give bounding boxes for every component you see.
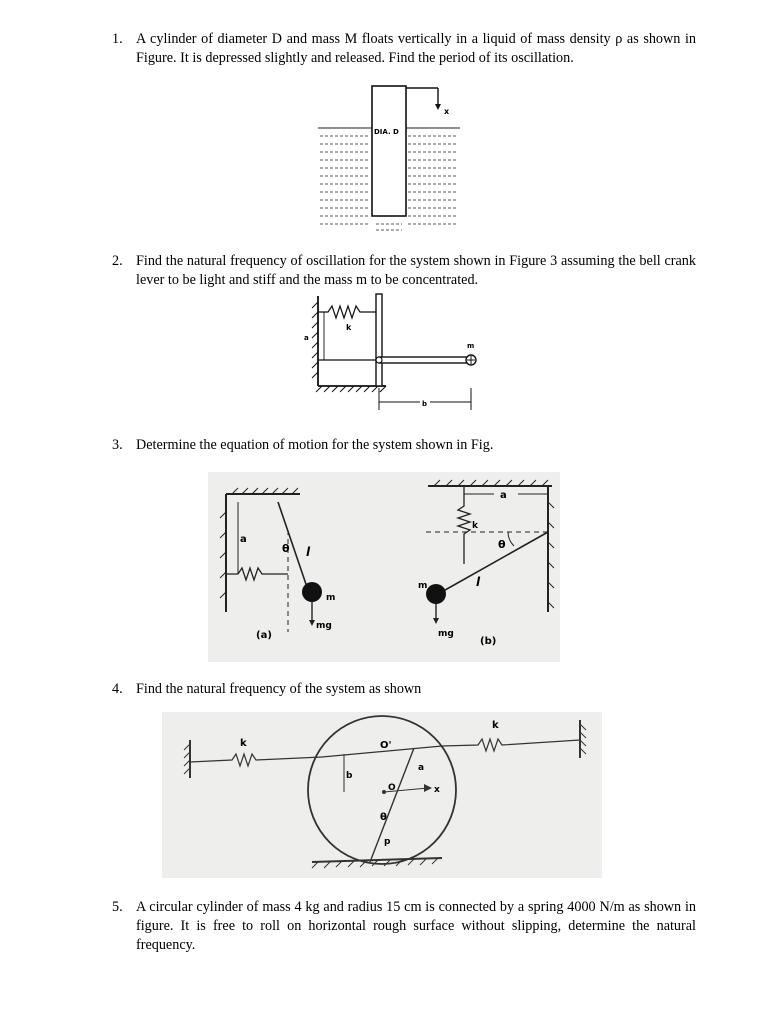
question-5 bbox=[112, 898, 696, 955]
x-label: x bbox=[434, 785, 440, 795]
p-label: p bbox=[384, 837, 391, 847]
figure-floating-cylinder bbox=[316, 82, 462, 234]
figure-rolling-cylinder bbox=[162, 712, 602, 878]
m-label: m bbox=[467, 342, 475, 350]
a-label-a: a bbox=[240, 534, 247, 545]
question-number: 5. bbox=[112, 899, 123, 915]
theta: θ bbox=[380, 812, 387, 823]
a-label-b: a bbox=[500, 490, 507, 501]
question-number: 4. bbox=[112, 681, 123, 697]
figure-bell-crank-lever bbox=[302, 288, 492, 414]
theta-a: θ bbox=[282, 542, 290, 555]
question-1 bbox=[112, 30, 696, 68]
k-b: k bbox=[472, 521, 478, 531]
mg-b: mg bbox=[438, 629, 454, 639]
k-label: k bbox=[346, 323, 352, 332]
mg-a: mg bbox=[316, 621, 332, 631]
o-label: O bbox=[388, 783, 396, 793]
figure-pendulum-systems bbox=[208, 472, 560, 662]
a-label: a bbox=[418, 763, 425, 773]
diameter-label: DIA. D bbox=[374, 128, 399, 136]
a-label: a bbox=[304, 334, 309, 342]
b-label: b bbox=[346, 771, 353, 781]
o-prime: O' bbox=[380, 740, 392, 751]
caption-a: (a) bbox=[256, 630, 272, 641]
question-text: Determine the equation of motion for the system shown in Fig. bbox=[136, 437, 494, 453]
m-a: m bbox=[326, 593, 336, 603]
question-3 bbox=[112, 436, 696, 455]
caption-b: (b) bbox=[480, 636, 497, 647]
x-label: x bbox=[444, 107, 450, 116]
k-left: k bbox=[240, 738, 247, 749]
question-text: A cylinder of diameter D and mass M floats vertically in a liquid of mass density ρ as shown in Figure. It is depressed slightly and released. Find the period of its oscillation. bbox=[136, 31, 696, 66]
question-text: A circular cylinder of mass 4 kg and radius 15 cm is connected by a spring 4000 N/m as shown in figure. It is free to roll on horizontal rough surface without slipping, determine the natural frequency. bbox=[136, 899, 696, 953]
m-b: m bbox=[418, 581, 428, 591]
question-2 bbox=[112, 252, 696, 290]
question-4 bbox=[112, 680, 696, 699]
question-text: Find the natural frequency of the system as shown bbox=[136, 681, 422, 697]
l-a: l bbox=[306, 545, 311, 559]
question-number: 2. bbox=[112, 253, 123, 269]
theta-b: θ bbox=[498, 538, 506, 551]
l-b: l bbox=[476, 575, 481, 589]
k-right: k bbox=[492, 720, 499, 731]
b-label: b bbox=[422, 400, 428, 408]
question-number: 3. bbox=[112, 437, 123, 453]
question-number: 1. bbox=[112, 31, 123, 47]
question-text: Find the natural frequency of oscillation for the system shown in Figure 3 assuming the bell crank lever to be light and stiff and the mass m to be concentrated. bbox=[136, 253, 696, 288]
